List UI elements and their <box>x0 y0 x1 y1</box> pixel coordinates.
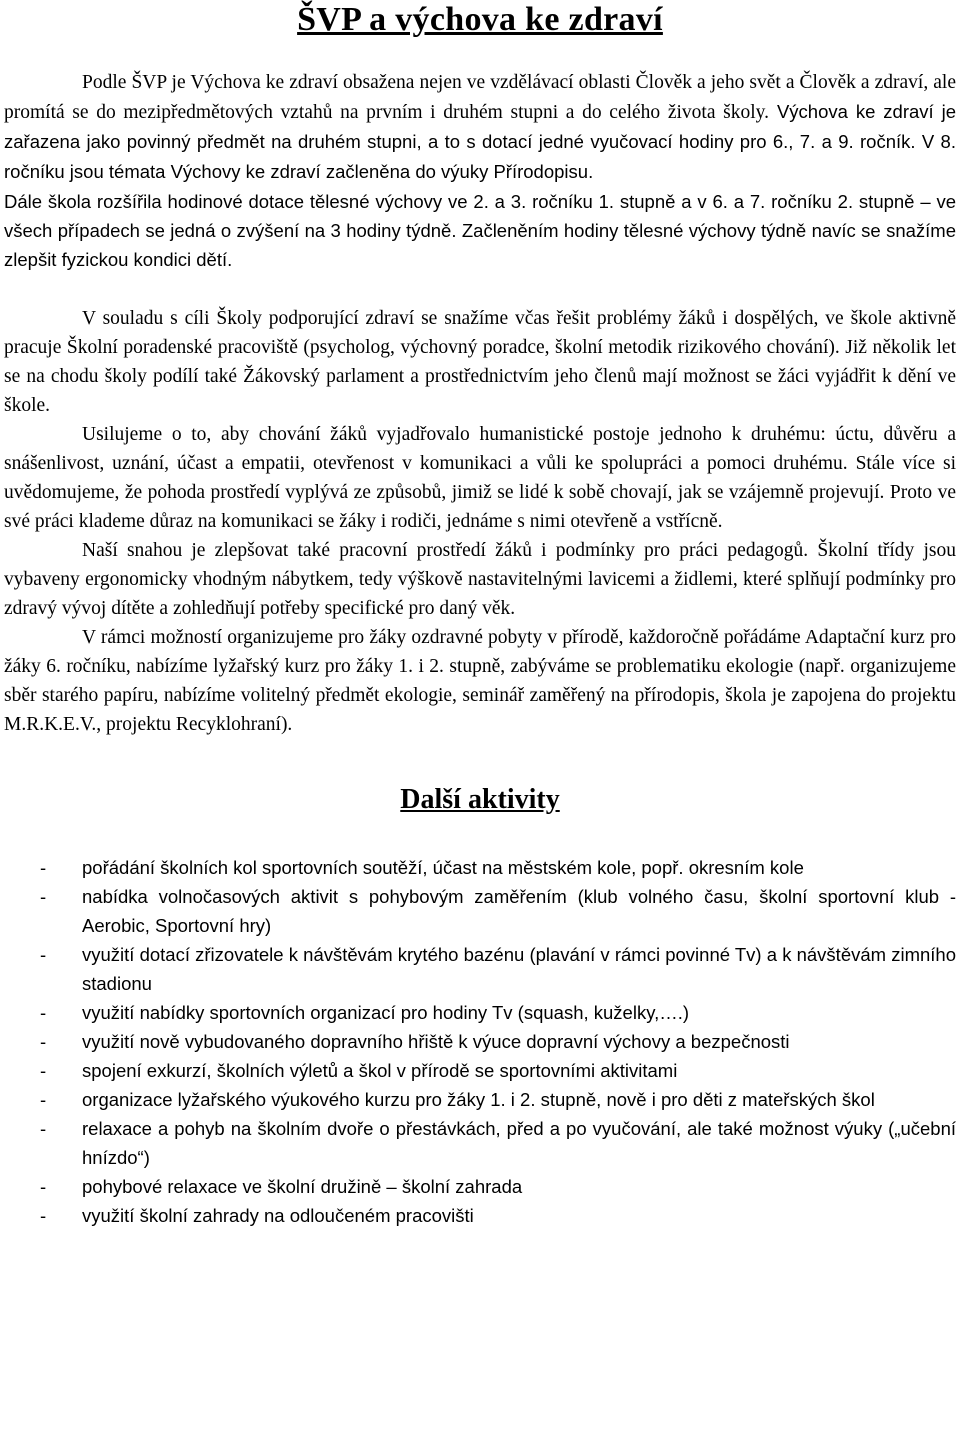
list-item <box>4 940 956 998</box>
list-dash: - <box>40 886 47 907</box>
paragraph-outdoor-stays: V rámci možností organizujeme pro žáky ozdravné pobyty v přírodě, každoročně pořádáme Adaptační kurz pro žáky 6. ročníku, nabízíme lyžařský kurz pro žáky 1. i 2. stupně, zabýváme se problematiku ekologie (např. organizujeme sběr starého papíru, nabízíme volitelný předmět ekologie, seminář zaměřený na přírodopis, škola je zapojena do projektu M.R.K.E.V., projektu Recyklohraní). <box>4 627 956 735</box>
list-item-text: využití nabídky sportovních organizací pro hodiny Tv (squash, kuželky,….) <box>82 1002 690 1023</box>
intro-paragraph <box>4 68 956 187</box>
list-dash: - <box>40 1089 47 1110</box>
intro-paragraph-continued: Dále škola rozšířila hodinové dotace tělesné výchovy ve 2. a 3. ročníku 1. stupně a v 6. a 7. ročníku 2. stupně – ve všech případech se jedná o zvýšení na 3 hodiny týdně. Začleněním hodiny tělesné výchovy týdně navíc se snažíme zlepšit fyzickou kondici dětí. <box>4 191 956 270</box>
list-item-text: organizace lyžařského výukového kurzu pro žáky 1. i 2. stupně, nově i pro děti z mateřských škol <box>82 1089 875 1110</box>
list-dash: - <box>40 1002 47 1023</box>
paragraph-school-health: V souladu s cíli Školy podporující zdraví se snažíme včas řešit problémy žáků i dospělých, ve škole aktivně pracuje Školní poradenské pracoviště (psycholog, výchovný poradce, školní metodik rizikového chování). Již několik let se na chodu školy podílí také Žákovský parlament a prostřednictvím jeho členů mají možnost se žáci vyjádřit k dění ve škole. <box>4 308 956 416</box>
activities-list <box>4 853 956 1230</box>
list-item-text: využití nově vybudovaného dopravního hřiště k výuce dopravní výchovy a bezpečnosti <box>82 1031 790 1052</box>
paragraph-behaviour: Usilujeme o to, aby chování žáků vyjadřovalo humanistické postoje jednoho k druhému: úctu, důvěru a snášenlivost, uznání, účast a empatii, otevřenost v komunikaci a vůli ke spolupráci a pomoci druhému. Stále více si uvědomujeme, že pohoda prostředí vyplývá ze způsobů, jimiž se lidé k sobě chovají, jak se vzájemně projevují. Proto ve své práci klademe důraz na komunikaci se žáky i rodiči, jednáme s nimi otevřeně a vstřícně. <box>4 424 956 532</box>
list-item <box>4 882 956 940</box>
list-dash: - <box>40 1205 47 1226</box>
list-item <box>4 1027 956 1056</box>
list-item-text: relaxace a pohyb na školním dvoře o přestávkách, před a po vyučování, ale také možnost výuky („učební hnízdo“) <box>82 1118 956 1168</box>
intro-part-2: Výchova ke zdraví je zařazena jako povinný předmět na druhém stupni, a to s dotací jedné vyučovací hodiny pro 6., 7. a 9. ročník. V 8. ročníku jsou témata Výchovy ke zdraví začleněna do výuky Přírodopisu. <box>4 101 956 182</box>
list-item-text: pořádání školních kol sportovních soutěží, účast na městském kole, popř. okresním kole <box>82 857 804 878</box>
list-item <box>4 998 956 1027</box>
list-dash: - <box>40 1118 47 1139</box>
list-dash: - <box>40 1031 47 1052</box>
list-item-text: využití dotací zřizovatele k návštěvám krytého bazénu (plavání v rámci povinné Tv) a k návštěvám zimního stadionu <box>82 944 956 994</box>
list-item <box>4 1056 956 1085</box>
list-dash: - <box>40 944 47 965</box>
list-dash: - <box>40 857 47 878</box>
activities-heading: Další aktivity <box>400 784 560 815</box>
list-item <box>4 1201 956 1230</box>
list-item <box>4 1085 956 1114</box>
list-item <box>4 1172 956 1201</box>
intro-part-1: Podle ŠVP je Výchova ke zdraví obsažena nejen ve vzdělávací oblasti Člověk a jeho svět a Člověk a zdraví, ale promítá se do mezipředmětových vztahů na prvním i druhém stupni a do celého života školy. <box>4 72 956 123</box>
list-item-text: nabídka volnočasových aktivit s pohybovým zaměřením (klub volného času, školní sportovní klub - Aerobic, Sportovní hry) <box>82 886 956 936</box>
list-dash: - <box>40 1060 47 1081</box>
list-item-text: využití školní zahrady na odloučeném pracovišti <box>82 1205 474 1226</box>
page-title: ŠVP a výchova ke zdraví <box>297 1 663 38</box>
paragraph-work-environment: Naší snahou je zlepšovat také pracovní prostředí žáků i podmínky pro práci pedagogů. Školní třídy jsou vybaveny ergonomicky vhodným nábytkem, tedy výškově nastavitelnými lavicemi a židlemi, které splňují podmínky pro zdravý vývoj dítěte a zohledňují potřeby specifické pro daný věk. <box>4 540 956 619</box>
list-item-text: spojení exkurzí, školních výletů a škol v přírodě se sportovními aktivitami <box>82 1060 678 1081</box>
list-item <box>4 1114 956 1172</box>
list-dash: - <box>40 1176 47 1197</box>
list-item <box>4 853 956 882</box>
list-item-text: pohybové relaxace ve školní družině – školní zahrada <box>82 1176 523 1197</box>
document-page <box>4 0 956 1230</box>
